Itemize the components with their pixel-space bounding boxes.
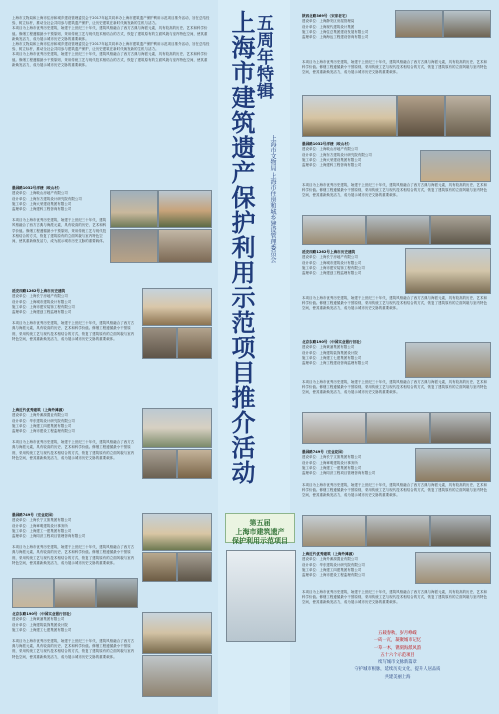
project-info: 监理单位：上海建科工程咨询有限公司 xyxy=(12,207,72,212)
project-photo xyxy=(302,412,366,444)
project-title: 愚园路1032号洋楼（岐山村） xyxy=(12,186,62,190)
project-photo xyxy=(302,515,366,547)
project-info: 建设单位：上海黄浦集团有限公司 xyxy=(12,617,65,622)
project-info: 监理单位：上海同济工程项目管理咨询有限公司 xyxy=(12,534,86,539)
project-card xyxy=(302,552,412,578)
project-photo xyxy=(445,95,491,137)
page-title: 上海市建筑遗产保护利用示范项目推介活动 xyxy=(227,10,256,485)
project-title: 愚园路749号（宏业花园） xyxy=(302,450,346,454)
project-photo xyxy=(54,578,96,608)
project-info: 监理单位：上海同济工程项目管理咨询有限公司 xyxy=(302,471,376,476)
project-photo xyxy=(366,215,430,245)
slogan-line: 一砖一瓦，凝聚城市记忆 xyxy=(373,638,422,644)
project-info: 设计单位：上海章明建筑设计事务所 xyxy=(12,523,68,528)
project-photo xyxy=(142,552,177,582)
project-photo xyxy=(96,578,138,608)
project-description: 本项目为上海市优秀历史建筑，始建于上世纪三十年代，建筑风格融合了西方古典与海派元素，具有较高的历史、艺术和科学价值。修缮工程遵循最小干预原则，采用传统工艺与现代技术相结合的方式，恢复了建筑原有的立面风貌与室内特色空间，使其重新焕发活力，成为展示城市历史文脉的重要载体。 xyxy=(12,639,135,659)
intro-paragraph: 上海市文物局和上海市住房和城乡建设管理委员会于2017年起共同举办上海市建筑遗产保护利用示范项目推介活动，旨在总结经验、树立标杆，推动全社会共同参与建筑遗产保护，让历史建筑在新时代焕发新的生机与活力。 xyxy=(12,16,210,26)
project-info: 施工单位：上海建工四建集团有限公司 xyxy=(302,567,362,572)
project-info: 监理单位：上海工程建设咨询监理有限公司 xyxy=(302,361,369,366)
project-card xyxy=(302,14,392,40)
project-info: 监理单位：上海市建设工程监理有限公司 xyxy=(302,573,365,578)
project-photo xyxy=(302,215,366,245)
project-photo xyxy=(110,190,158,228)
slogan-line: 五十六个示范项目 xyxy=(380,652,415,658)
project-title: 上海近代优秀建筑（上海外滩源） xyxy=(302,552,356,556)
project-info: 设计单位：上海东方建筑设计研究院有限公司 xyxy=(302,152,372,157)
project-info: 建设单位：上海长宁文旅集团有限公司 xyxy=(12,518,72,523)
slogan-line: 共建美丽上海 xyxy=(384,674,411,680)
badge-line: 第五届 xyxy=(249,519,271,527)
project-info: 建设单位：上海长宁房地产有限公司 xyxy=(302,255,358,260)
project-photo xyxy=(142,612,212,654)
slogan-line: 一草一木，镌刻海派风韵 xyxy=(373,645,422,651)
event-badge xyxy=(225,513,295,543)
project-info: 建设单位：上海长宁房地产有限公司 xyxy=(12,294,68,299)
project-card xyxy=(12,186,107,244)
project-photo xyxy=(420,150,491,182)
project-title: 愚园路1032号洋楼（岐山村） xyxy=(302,142,352,146)
project-info: 设计单位：上海建筑装饰集团设计院 xyxy=(302,350,358,355)
project-info: 施工单位：上海市建安装饰工程有限公司 xyxy=(12,304,75,309)
project-description: 本项目为上海市优秀历史建筑，始建于上世纪三十年代，建筑风格融合了西方古典与海派元素，具有较高的历史、艺术和科学价值。修缮工程遵循最小干预原则，采用传统工艺与现代技术相结合的方式，恢复了建筑原有的立面风貌与室内特色空间，使其重新焕发活力，成为展示城市历史文脉的重要载体。 xyxy=(302,483,487,498)
project-photo xyxy=(142,513,212,551)
project-info: 建设单位：上海外滩源置业有限公司 xyxy=(302,557,358,562)
footer-slogan xyxy=(310,630,485,681)
project-description: 本项目为上海市优秀历史建筑，始建于上世纪三十年代，建筑风格融合了西方古典与海派元素，具有较高的历史、艺术和科学价值。修缮工程遵循最小干预原则，采用传统工艺与现代技术相结合的方式，恢复了建筑原有的立面风貌与室内特色空间，使其重新焕发活力，成为展示城市历史文脉的重要载体。 xyxy=(302,60,487,75)
project-photo xyxy=(142,408,212,448)
project-info: 监理单位：上海海达工程建设咨询有限公司 xyxy=(302,35,369,40)
project-photo xyxy=(177,327,212,359)
intro-paragraph: 本项目为上海市优秀历史建筑，始建于上世纪三十年代，建筑风格融合了西方古典与海派元素，具有较高的历史、艺术和科学价值。修缮工程遵循最小干预原则，采用传统工艺与现代技术相结合的方式，恢复了建筑原有的立面风貌与室内特色空间，使其重新焕发活力，成为展示城市历史文脉的重要载体。 xyxy=(12,52,208,67)
project-card xyxy=(302,250,402,276)
project-info: 施工单位：上海建工七建集团有限公司 xyxy=(302,355,362,360)
project-photo xyxy=(110,229,158,263)
project-info: 施工单位：上海建工七建集团有限公司 xyxy=(12,627,72,632)
project-info: 设计单位：上海现代建筑设计集团 xyxy=(302,24,355,29)
project-card xyxy=(12,408,137,461)
project-info: 施工单位：上海市建安装饰工程有限公司 xyxy=(302,265,365,270)
book-cover-photo xyxy=(226,550,296,642)
project-info: 设计单位：上海城市建筑设计有限公司 xyxy=(302,260,362,265)
project-info: 建设单位：上海长宁文旅集团有限公司 xyxy=(302,455,362,460)
intro-paragraph: 上海市文物局和上海市住房和城乡建设管理委员会于2017年起共同举办上海市建筑遗产保护利用示范项目推介活动，旨在总结经验、树立标杆，推动全社会共同参与建筑遗产保护，让历史建筑在新时代焕发新的生机与活力。 xyxy=(12,42,210,52)
project-info: 建设单位：上海外滩源置业有限公司 xyxy=(12,413,68,418)
project-description: 本项目为上海市优秀历史建筑，始建于上世纪三十年代，建筑风格融合了西方古典与海派元素，具有较高的历史、艺术和科学价值。修缮工程遵循最小干预原则，采用传统工艺与现代技术相结合的方式，恢复了建筑原有的立面风貌与室内特色空间，使其重新焕发活力，成为展示城市历史文脉的重要载体。 xyxy=(12,440,135,460)
project-photo xyxy=(430,515,491,547)
project-photo xyxy=(443,10,491,38)
project-card xyxy=(12,513,137,566)
project-photo xyxy=(430,412,491,444)
project-photo xyxy=(302,95,397,137)
project-title: 北京东路190号（中国实业银行旧址） xyxy=(12,612,74,616)
slogan-line: 续写城市文脉新篇章 xyxy=(378,660,417,666)
project-photo xyxy=(415,552,491,584)
project-title: 延安西路1262号上海市历史建筑 xyxy=(12,289,66,293)
project-photo xyxy=(177,449,212,479)
five-year-title: 五周年特辑 xyxy=(253,14,273,99)
project-info: 监理单位：上海市建设工程监理有限公司 xyxy=(12,429,75,434)
project-info: 施工单位：上海建工四建集团有限公司 xyxy=(12,423,72,428)
project-info: 建设单位：上海岐山房地产有限公司 xyxy=(302,147,358,152)
project-photo xyxy=(405,248,491,294)
project-description: 本项目为上海市优秀历史建筑，始建于上世纪三十年代，建筑风格融合了西方古典与海派元素，具有较高的历史、艺术和科学价值。修缮工程遵循最小干预原则，采用传统工艺与现代技术相结合的方式，恢复了建筑原有的立面风貌与室内特色空间，使其重新焕发活力，成为展示城市历史文脉的重要载体。 xyxy=(12,218,107,244)
project-info: 设计单位：上海东方建筑设计研究院有限公司 xyxy=(12,196,82,201)
project-info: 建设单位：上海黄浦集团有限公司 xyxy=(302,345,355,350)
project-photo xyxy=(12,578,54,608)
project-photo xyxy=(366,412,430,444)
project-photo xyxy=(177,552,212,582)
project-info: 施工单位：上海住总集团建设发展有限公司 xyxy=(302,29,369,34)
slogan-line: 守护城市根脉，延续历史文化，提升人居品质 xyxy=(354,667,441,673)
intro-text-block xyxy=(12,16,210,68)
project-description: 本项目为上海市优秀历史建筑，始建于上世纪三十年代，建筑风格融合了西方古典与海派元素，具有较高的历史、艺术和科学价值。修缮工程遵循最小干预原则，采用传统工艺与现代技术相结合的方式，恢复了建筑原有的立面风貌与室内特色空间，使其重新焕发活力，成为展示城市历史文脉的重要载体。 xyxy=(302,296,487,311)
project-title: 延安西路1262号上海市历史建筑 xyxy=(302,250,356,254)
project-description: 本项目为上海市优秀历史建筑，始建于上世纪三十年代，建筑风格融合了西方古典与海派元素，具有较高的历史、艺术和科学价值。修缮工程遵循最小干预原则，采用传统工艺与现代技术相结合的方式，恢复了建筑原有的立面风貌与室内特色空间，使其重新焕发活力，成为展示城市历史文脉的重要载体。 xyxy=(302,183,487,198)
intro-paragraph: 本项目为上海市优秀历史建筑，始建于上世纪三十年代，建筑风格融合了西方古典与海派元素，具有较高的历史、艺术和科学价值。修缮工程遵循最小干预原则，采用传统工艺与现代技术相结合的方式，恢复了建筑原有的立面风貌与室内特色空间，使其重新焕发活力，成为展示城市历史文脉的重要载体。 xyxy=(12,26,208,41)
project-photo xyxy=(415,448,491,482)
project-info: 施工单位：上海建工一建集团有限公司 xyxy=(12,528,72,533)
project-photo xyxy=(405,342,491,378)
project-photo xyxy=(158,229,212,263)
project-description: 本项目为上海市优秀历史建筑，始建于上世纪三十年代，建筑风格融合了西方古典与海派元素，具有较高的历史、艺术和科学价值。修缮工程遵循最小干预原则，采用传统工艺与现代技术相结合的方式，恢复了建筑原有的立面风貌与室内特色空间，使其重新焕发活力，成为展示城市历史文脉的重要载体。 xyxy=(302,590,487,605)
project-photo xyxy=(142,449,177,479)
project-description: 本项目为上海市优秀历史建筑，始建于上世纪三十年代，建筑风格融合了西方古典与海派元素，具有较高的历史、艺术和科学价值。修缮工程遵循最小干预原则，采用传统工艺与现代技术相结合的方式，恢复了建筑原有的立面风貌与室内特色空间，使其重新焕发活力，成为展示城市历史文脉的重要载体。 xyxy=(12,321,135,341)
project-photo xyxy=(430,215,491,245)
project-photo xyxy=(142,327,177,359)
project-description: 本项目为上海市优秀历史建筑，始建于上世纪三十年代，建筑风格融合了西方古典与海派元素，具有较高的历史、艺术和科学价值。修缮工程遵循最小干预原则，采用传统工艺与现代技术相结合的方式，恢复了建筑原有的立面风貌与室内特色空间，使其重新焕发活力，成为展示城市历史文脉的重要载体。 xyxy=(12,545,135,565)
project-title: 上海近代优秀建筑（上海外滩源） xyxy=(12,408,66,412)
badge-line: 上海市建筑遗产 xyxy=(235,528,285,536)
project-info: 施工单位：上海建工一建集团有限公司 xyxy=(302,465,362,470)
project-title: 北京东路190号（中国实业银行旧址） xyxy=(302,340,364,344)
project-description: 本项目为上海市优秀历史建筑，始建于上世纪三十年代，建筑风格融合了西方古典与海派元素，具有较高的历史、艺术和科学价值。修缮工程遵循最小干预原则，采用传统工艺与现代技术相结合的方式，恢复了建筑原有的立面风貌与室内特色空间，使其重新焕发活力，成为展示城市历史文脉的重要载体。 xyxy=(302,380,487,395)
project-info: 设计单位：上海城市建筑设计有限公司 xyxy=(12,299,72,304)
project-photo xyxy=(158,190,212,228)
project-photo xyxy=(397,95,445,137)
project-photo xyxy=(366,515,430,547)
project-card xyxy=(302,340,402,366)
project-title: 愚园路749号（宏业花园） xyxy=(12,513,56,517)
project-photo xyxy=(395,10,443,38)
subtitle: 上海市文物局 上海市住房和城乡建设管理委员会 xyxy=(269,135,276,263)
project-card xyxy=(302,450,412,476)
project-info: 设计单位：上海章明建筑设计事务所 xyxy=(302,460,358,465)
project-info: 设计单位：上海建筑装饰集团设计院 xyxy=(12,622,68,627)
project-info: 设计单位：华东建筑设计研究院有限公司 xyxy=(12,418,75,423)
project-photo xyxy=(142,655,212,697)
project-info: 施工单位：上海大荣建设集团有限公司 xyxy=(302,157,362,162)
project-info: 施工单位：上海大荣建设集团有限公司 xyxy=(12,201,72,206)
project-photo xyxy=(142,288,212,326)
project-info: 建设单位：上海岐山房地产有限公司 xyxy=(12,191,68,196)
badge-line: 保护利用示范项目 xyxy=(232,537,288,545)
project-info: 监理单位：上海建创工程监理有限公司 xyxy=(12,310,72,315)
project-info: 设计单位：华东建筑设计研究院有限公司 xyxy=(302,562,365,567)
project-info: 监理单位：上海建创工程监理有限公司 xyxy=(302,271,362,276)
project-info: 监理单位：上海建科工程咨询有限公司 xyxy=(302,163,362,168)
project-title: 陕西北路369号（宋家老宅） xyxy=(302,14,350,18)
project-card xyxy=(12,289,137,342)
project-info: 建设单位：上海静安区房屋管理局 xyxy=(302,19,355,24)
slogan-line: 五载春秋，岁月峥嵘 xyxy=(378,631,417,636)
project-card xyxy=(12,612,137,660)
